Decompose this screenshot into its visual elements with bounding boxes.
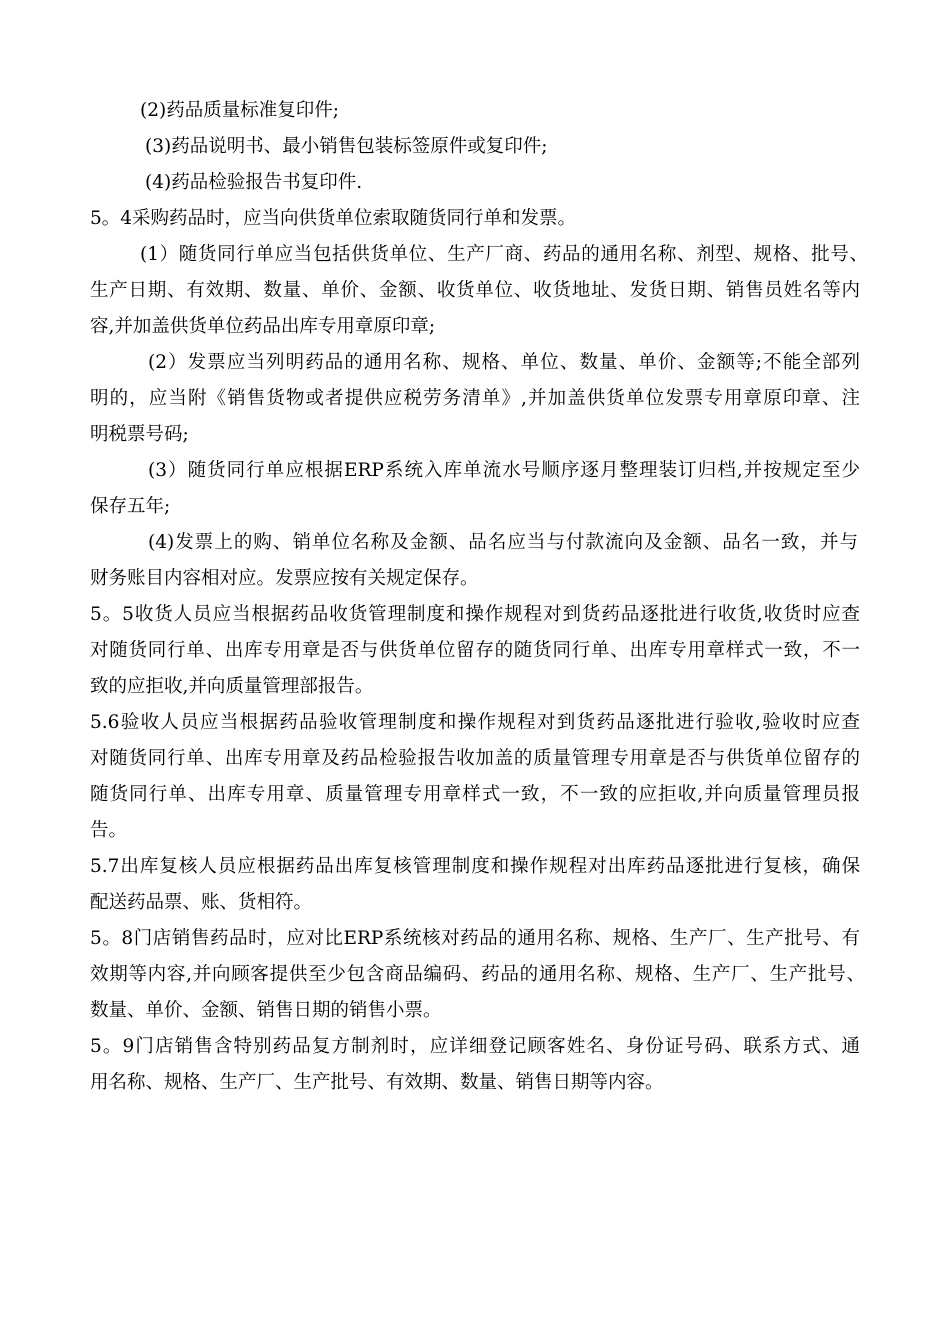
text-line: 对随货同行单、出库专用章及药品检验报告收加盖的质量管理专用章是否与供货单位留存的 bbox=[90, 748, 860, 769]
text-line: (2）发票应当列明药品的通用名称、规格、单位、数量、单价、金额等;不能全部列 bbox=[148, 352, 860, 373]
text-line: 随货同行单、出库专用章、质量管理专用章样式一致，不一致的应拒收,并向质量管理员报 bbox=[90, 784, 860, 805]
text-line: 5。4采购药品时，应当向供货单位索取随货同行单和发票。 bbox=[90, 208, 577, 229]
text-line: 容,并加盖供货单位药品出库专用章原印章; bbox=[90, 316, 436, 337]
text-line: 配送药品票、账、货相符。 bbox=[90, 892, 313, 913]
text-line: 财务账目内容相对应。发票应按有关规定保存。 bbox=[90, 568, 479, 589]
text-line: (1）随货同行单应当包括供货单位、生产厂商、药品的通用名称、剂型、规格、批号、 bbox=[140, 244, 868, 265]
text-line: 明的，应当附《销售货物或者提供应税劳务清单》,并加盖供货单位发票专用章原印章、注 bbox=[90, 388, 860, 409]
text-line: 保存五年; bbox=[90, 496, 171, 517]
text-line: 数量、单价、金额、销售日期的销售小票。 bbox=[90, 1000, 442, 1021]
text-line: 生产日期、有效期、数量、单价、金额、收货单位、收货地址、发货日期、销售员姓名等内 bbox=[90, 280, 860, 301]
text-line: (4)药品检验报告书复印件. bbox=[145, 172, 363, 193]
text-line: 告。 bbox=[90, 820, 128, 841]
text-line: 5。8门店销售药品时，应对比ERP系统核对药品的通用名称、规格、生产厂、生产批号、有 bbox=[90, 928, 860, 949]
text-line: (3）随货同行单应根据ERP系统入库单流水号顺序逐月整理装订归档,并按规定至少 bbox=[148, 460, 860, 481]
text-line: 对随货同行单、出库专用章是否与供货单位留存的随货同行单、出库专用章样式一致，不一 bbox=[90, 640, 860, 661]
text-line: 致的应拒收,并向质量管理部报告。 bbox=[90, 676, 374, 697]
text-line: (4)发票上的购、销单位名称及金额、品名应当与付款流向及金额、品名一致，并与 bbox=[148, 532, 858, 553]
text-line: 5。9门店销售含特别药品复方制剂时，应详细登记顾客姓名、身份证号码、联系方式、通 bbox=[90, 1036, 860, 1057]
text-line: 用名称、规格、生产厂、生产批号、有效期、数量、销售日期等内容。 bbox=[90, 1072, 664, 1093]
text-line: 明税票号码; bbox=[90, 424, 189, 445]
text-line: 5。5收货人员应当根据药品收货管理制度和操作规程对到货药品逐批进行收货,收货时应查 bbox=[90, 604, 860, 625]
text-line: 效期等内容,并向顾客提供至少包含商品编码、药品的通用名称、规格、生产厂、生产批号、 bbox=[90, 964, 865, 985]
text-line: (2)药品质量标准复印件; bbox=[140, 100, 339, 121]
text-line: (3)药品说明书、最小销售包装标签原件或复印件; bbox=[145, 136, 548, 157]
text-line: 5.7出库复核人员应根据药品出库复核管理制度和操作规程对出库药品逐批进行复核，确保 bbox=[90, 856, 860, 877]
text-line: 5.6验收人员应当根据药品验收管理制度和操作规程对到货药品逐批进行验收,验收时应查 bbox=[90, 712, 860, 733]
